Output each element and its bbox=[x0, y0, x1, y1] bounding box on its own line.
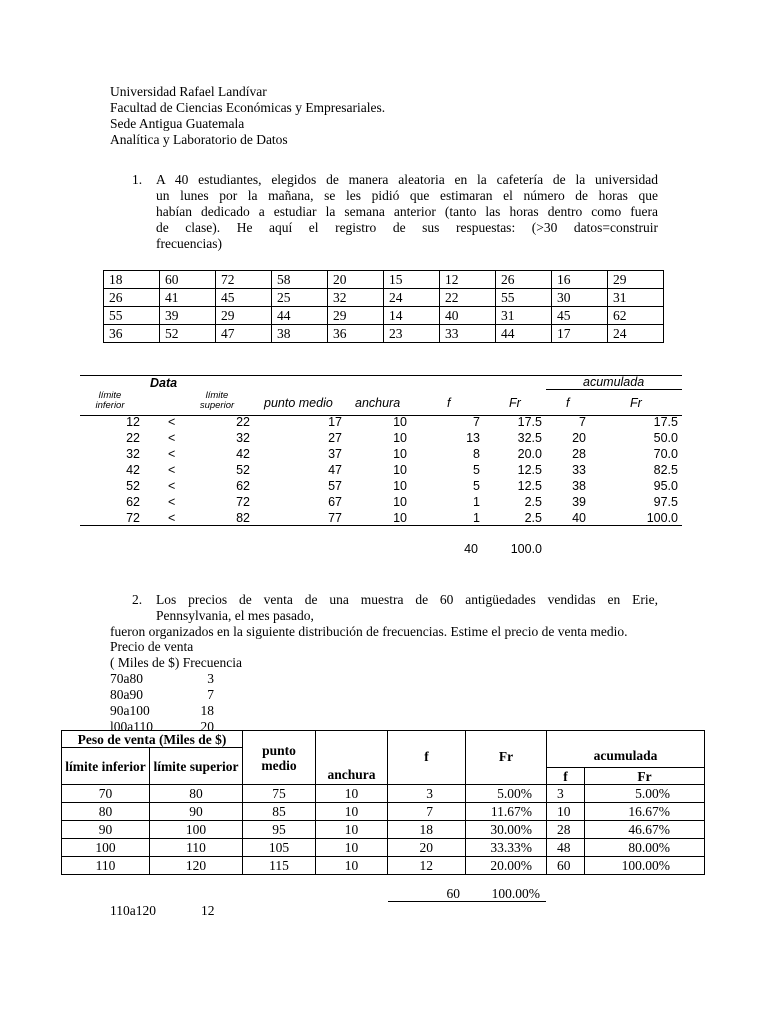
question-1-line: un lunes por la mañana, se les pidió que estimaran el número de horas que bbox=[156, 188, 658, 203]
table-1-cell: 67 bbox=[328, 495, 342, 509]
header-punto-medio: punto medio bbox=[243, 731, 316, 785]
col-anchura: anchura bbox=[355, 396, 401, 410]
table-1-cell: 10 bbox=[393, 495, 407, 509]
table-1-cell: 13 bbox=[466, 431, 480, 445]
table-1-cell: 17.5 bbox=[653, 415, 678, 429]
table-1-cell: 20.0 bbox=[517, 447, 542, 461]
table-cell: 20 bbox=[328, 271, 384, 289]
table-2-cell: 10 bbox=[316, 857, 388, 875]
table-2-cell: 75 bbox=[243, 785, 316, 803]
question-1-line: A 40 estudiantes, elegidos de manera aleatoria en la cafetería de la universidad bbox=[156, 172, 658, 187]
question-2-line: Los precios de venta de una muestra de 60 antigüedades vendidas en Erie, bbox=[156, 592, 658, 607]
price-range: 110a120 bbox=[110, 903, 156, 918]
table-2-cell: 70 bbox=[62, 785, 150, 803]
table-cell: 45 bbox=[216, 289, 272, 307]
table-2-cell: 5.00% bbox=[466, 785, 547, 803]
table-row bbox=[62, 803, 705, 821]
course-name: Analítica y Laboratorio de Datos bbox=[110, 132, 288, 147]
table-1-cell: 22 bbox=[236, 415, 250, 429]
table-1-cell: 82.5 bbox=[653, 463, 678, 477]
header-limite-inferior: límite inferior bbox=[62, 748, 150, 785]
price-list-item bbox=[110, 671, 242, 687]
question-2-line: fueron organizados en la siguiente distribución de frecuencias. Estime el precio de venta medio. bbox=[110, 624, 628, 639]
table-1-cell: 33 bbox=[572, 463, 586, 477]
table-2-cell: 80.00% bbox=[585, 839, 705, 857]
question-2-number: 2. bbox=[132, 592, 143, 607]
table-2-cell: 110 bbox=[150, 839, 243, 857]
table-1-cell: 10 bbox=[393, 479, 407, 493]
table-cell: 62 bbox=[608, 307, 664, 325]
table-cell: 41 bbox=[160, 289, 216, 307]
col-acum-fr: Fr bbox=[630, 396, 642, 410]
question-1-number: 1. bbox=[132, 172, 143, 187]
price-range: 70a80 bbox=[110, 671, 143, 686]
table-1-cell: 28 bbox=[572, 447, 586, 461]
table-2-totals bbox=[388, 886, 546, 902]
table-1-cell: 5 bbox=[473, 479, 480, 493]
header-data: Data bbox=[150, 376, 178, 390]
table-2-cell: 3 bbox=[547, 785, 585, 803]
table-1-cell: 77 bbox=[328, 511, 342, 525]
table-2-cell: 95 bbox=[243, 821, 316, 839]
table-1-cell: 2.5 bbox=[524, 495, 542, 509]
table-2-cell: 60 bbox=[547, 857, 585, 875]
header-anchura: anchura bbox=[316, 731, 388, 785]
question-2-text bbox=[156, 592, 658, 624]
table-1-cell: < bbox=[168, 415, 176, 429]
table-2-cell: 20 bbox=[388, 839, 466, 857]
table-cell: 60 bbox=[160, 271, 216, 289]
table-1-cell: 47 bbox=[328, 463, 342, 477]
header-limite-superior: límite superior bbox=[150, 748, 243, 785]
header-peso-venta: Peso de venta (Miles de $) bbox=[62, 731, 243, 748]
table-1-cell: 52 bbox=[126, 479, 140, 493]
table-cell: 29 bbox=[216, 307, 272, 325]
table-1-cell: 10 bbox=[393, 431, 407, 445]
price-range: 80a90 bbox=[110, 687, 143, 702]
total-f: 40 bbox=[464, 542, 478, 556]
table-2-cell: 105 bbox=[243, 839, 316, 857]
table-2-cell: 30.00% bbox=[466, 821, 547, 839]
table-1-cell: < bbox=[168, 463, 176, 477]
price-frequency: 7 bbox=[207, 687, 214, 702]
table-row bbox=[62, 821, 705, 839]
question-1-line: habían dedicado a estudiar la semana anterior (tanto las horas dentro como fuera bbox=[156, 204, 658, 219]
table-2-cell: 5.00% bbox=[585, 785, 705, 803]
table-row bbox=[104, 307, 664, 325]
table-1-cell: 100.0 bbox=[646, 511, 678, 525]
col-limite-superior: límite superior bbox=[199, 390, 235, 411]
table-2-cell: 7 bbox=[388, 803, 466, 821]
table-1-totals bbox=[430, 542, 550, 558]
table-2-cell: 100 bbox=[150, 821, 243, 839]
table-1-cell: 32.5 bbox=[517, 431, 542, 445]
table-1-cell: 82 bbox=[236, 511, 250, 525]
table-1-cell: 95.0 bbox=[653, 479, 678, 493]
header-f: f bbox=[388, 731, 466, 785]
table-1-cell: 27 bbox=[328, 431, 342, 445]
table-row bbox=[104, 289, 664, 307]
total-f: 60 bbox=[446, 886, 460, 901]
table-cell: 29 bbox=[328, 307, 384, 325]
table-1-cell: 1 bbox=[473, 495, 480, 509]
price-list-item bbox=[110, 703, 242, 719]
table-2-cell: 10 bbox=[316, 821, 388, 839]
table-cell: 33 bbox=[440, 325, 496, 343]
table-2-cell: 80 bbox=[62, 803, 150, 821]
table-cell: 23 bbox=[384, 325, 440, 343]
table-cell: 38 bbox=[272, 325, 328, 343]
table-cell: 55 bbox=[496, 289, 552, 307]
header-acumulada: acumulada bbox=[583, 375, 645, 389]
table-2-cell: 115 bbox=[243, 857, 316, 875]
table-1-cell: < bbox=[168, 447, 176, 461]
table-2-cell: 12 bbox=[388, 857, 466, 875]
table-1-cell: 62 bbox=[236, 479, 250, 493]
table-cell: 25 bbox=[272, 289, 328, 307]
table-1-cell: 42 bbox=[236, 447, 250, 461]
table-rule bbox=[80, 525, 682, 526]
table-cell: 22 bbox=[440, 289, 496, 307]
table-1-cell: < bbox=[168, 431, 176, 445]
table-2-cell: 16.67% bbox=[585, 803, 705, 821]
table-2-cell: 33.33% bbox=[466, 839, 547, 857]
table-cell: 44 bbox=[272, 307, 328, 325]
table-1-cell: 17 bbox=[328, 415, 342, 429]
table-1-cell: 39 bbox=[572, 495, 586, 509]
table-1-cell: 12.5 bbox=[517, 479, 542, 493]
table-cell: 29 bbox=[608, 271, 664, 289]
table-2-cell: 3 bbox=[388, 785, 466, 803]
table-2-cell: 90 bbox=[150, 803, 243, 821]
faculty-name: Facultad de Ciencias Económicas y Empresariales. bbox=[110, 100, 386, 115]
col-limite-inferior: límite inferior bbox=[95, 390, 125, 411]
col-f: f bbox=[447, 396, 451, 410]
table-1-cell: 5 bbox=[473, 463, 480, 477]
table-1-cell: 52 bbox=[236, 463, 250, 477]
table-1-cell: 37 bbox=[328, 447, 342, 461]
table-2-cell: 85 bbox=[243, 803, 316, 821]
price-frequency: 3 bbox=[207, 671, 214, 686]
table-cell: 36 bbox=[328, 325, 384, 343]
table-2-cell: 80 bbox=[150, 785, 243, 803]
table-1-cell: 1 bbox=[473, 511, 480, 525]
table-row bbox=[104, 271, 664, 289]
table-2-cell: 120 bbox=[150, 857, 243, 875]
table-cell: 45 bbox=[552, 307, 608, 325]
table-cell: 12 bbox=[440, 271, 496, 289]
table-1-cell: 70.0 bbox=[653, 447, 678, 461]
table-cell: 58 bbox=[272, 271, 328, 289]
table-1-cell: 42 bbox=[126, 463, 140, 477]
table-2-cell: 28 bbox=[547, 821, 585, 839]
table-cell: 36 bbox=[104, 325, 160, 343]
table-1-cell: 12.5 bbox=[517, 463, 542, 477]
table-1-cell: 7 bbox=[473, 415, 480, 429]
price-list-title: Precio de venta bbox=[110, 639, 194, 654]
price-list bbox=[110, 639, 242, 735]
table-cell: 24 bbox=[384, 289, 440, 307]
table-1-cell: < bbox=[168, 479, 176, 493]
table-row bbox=[62, 857, 705, 875]
table-2-cell: 18 bbox=[388, 821, 466, 839]
table-1-cell: 17.5 bbox=[517, 415, 542, 429]
price-list-item bbox=[110, 687, 242, 703]
university-name: Universidad Rafael Landívar bbox=[110, 84, 267, 99]
table-cell: 24 bbox=[608, 325, 664, 343]
table-1-cell: < bbox=[168, 495, 176, 509]
table-1-cell: 20 bbox=[572, 431, 586, 445]
table-2-cell: 100.00% bbox=[585, 857, 705, 875]
total-fr: 100.00% bbox=[491, 886, 540, 901]
table-1-cell: < bbox=[168, 511, 176, 525]
table-cell: 18 bbox=[104, 271, 160, 289]
table-cell: 15 bbox=[384, 271, 440, 289]
header-fr: Fr bbox=[466, 731, 547, 785]
table-1-cell: 40 bbox=[572, 511, 586, 525]
table-cell: 26 bbox=[496, 271, 552, 289]
price-list-extra bbox=[110, 903, 215, 919]
table-1-cell: 10 bbox=[393, 447, 407, 461]
table-1-cell: 12 bbox=[126, 415, 140, 429]
table-2-cell: 10 bbox=[316, 785, 388, 803]
price-list-subtitle: ( Miles de $) Frecuencia bbox=[110, 655, 242, 670]
table-2-cell: 46.67% bbox=[585, 821, 705, 839]
total-fr: 100.0 bbox=[510, 542, 542, 556]
table-cell: 14 bbox=[384, 307, 440, 325]
frequency-table-1 bbox=[80, 374, 682, 534]
table-cell: 32 bbox=[328, 289, 384, 307]
price-range: 90a100 bbox=[110, 703, 150, 718]
table-1-cell: 62 bbox=[126, 495, 140, 509]
table-1-cell: 50.0 bbox=[653, 431, 678, 445]
header-acum-fr: Fr bbox=[585, 768, 705, 785]
price-range: l00a110 bbox=[110, 719, 153, 734]
raw-data-table bbox=[103, 270, 664, 343]
header-acum-f: f bbox=[547, 768, 585, 785]
table-cell: 31 bbox=[608, 289, 664, 307]
table-2-cell: 10 bbox=[547, 803, 585, 821]
table-cell: 72 bbox=[216, 271, 272, 289]
table-1-cell: 57 bbox=[328, 479, 342, 493]
document-header bbox=[110, 84, 385, 148]
table-2-cell: 10 bbox=[316, 839, 388, 857]
table-2-cell: 110 bbox=[62, 857, 150, 875]
table-cell: 26 bbox=[104, 289, 160, 307]
table-1-cell: 32 bbox=[236, 431, 250, 445]
table-row bbox=[104, 325, 664, 343]
table-1-cell: 10 bbox=[393, 511, 407, 525]
table-cell: 44 bbox=[496, 325, 552, 343]
table-2-cell: 20.00% bbox=[466, 857, 547, 875]
table-cell: 17 bbox=[552, 325, 608, 343]
frequency-table-2 bbox=[61, 730, 705, 875]
table-2-cell: 48 bbox=[547, 839, 585, 857]
table-1-cell: 10 bbox=[393, 415, 407, 429]
question-1-line: frecuencias) bbox=[156, 236, 222, 251]
question-1-text bbox=[156, 172, 658, 252]
table-cell: 16 bbox=[552, 271, 608, 289]
table-1-cell: 72 bbox=[126, 511, 140, 525]
table-2-cell: 11.67% bbox=[466, 803, 547, 821]
campus-name: Sede Antigua Guatemala bbox=[110, 116, 245, 131]
table-row bbox=[62, 839, 705, 857]
table-cell: 55 bbox=[104, 307, 160, 325]
table-cell: 40 bbox=[440, 307, 496, 325]
col-acum-f: f bbox=[566, 396, 570, 410]
table-1-cell: 10 bbox=[393, 463, 407, 477]
table-2-cell: 90 bbox=[62, 821, 150, 839]
table-2-cell: 10 bbox=[316, 803, 388, 821]
table-cell: 31 bbox=[496, 307, 552, 325]
table-1-cell: 8 bbox=[473, 447, 480, 461]
col-fr: Fr bbox=[509, 396, 521, 410]
question-1-line: de clase). He aquí el registro de sus respuestas: (>30 datos=construir bbox=[156, 220, 658, 235]
table-row bbox=[62, 785, 705, 803]
table-cell: 30 bbox=[552, 289, 608, 307]
question-2-line: Pennsylvania, el mes pasado, bbox=[156, 608, 314, 623]
price-frequency: 20 bbox=[200, 719, 214, 734]
price-frequency: 12 bbox=[201, 903, 215, 918]
price-frequency: 18 bbox=[200, 703, 214, 718]
table-1-cell: 72 bbox=[236, 495, 250, 509]
table-1-cell: 7 bbox=[579, 415, 586, 429]
table-1-cell: 2.5 bbox=[524, 511, 542, 525]
table-1-cell: 38 bbox=[572, 479, 586, 493]
table-cell: 47 bbox=[216, 325, 272, 343]
table-1-cell: 22 bbox=[126, 431, 140, 445]
table-1-cell: 32 bbox=[126, 447, 140, 461]
table-cell: 52 bbox=[160, 325, 216, 343]
table-rule bbox=[546, 389, 682, 390]
col-punto-medio: punto medio bbox=[264, 396, 333, 410]
table-1-cell: 97.5 bbox=[653, 495, 678, 509]
table-2-cell: 100 bbox=[62, 839, 150, 857]
table-cell: 39 bbox=[160, 307, 216, 325]
header-acumulada: acumulada bbox=[547, 731, 705, 768]
